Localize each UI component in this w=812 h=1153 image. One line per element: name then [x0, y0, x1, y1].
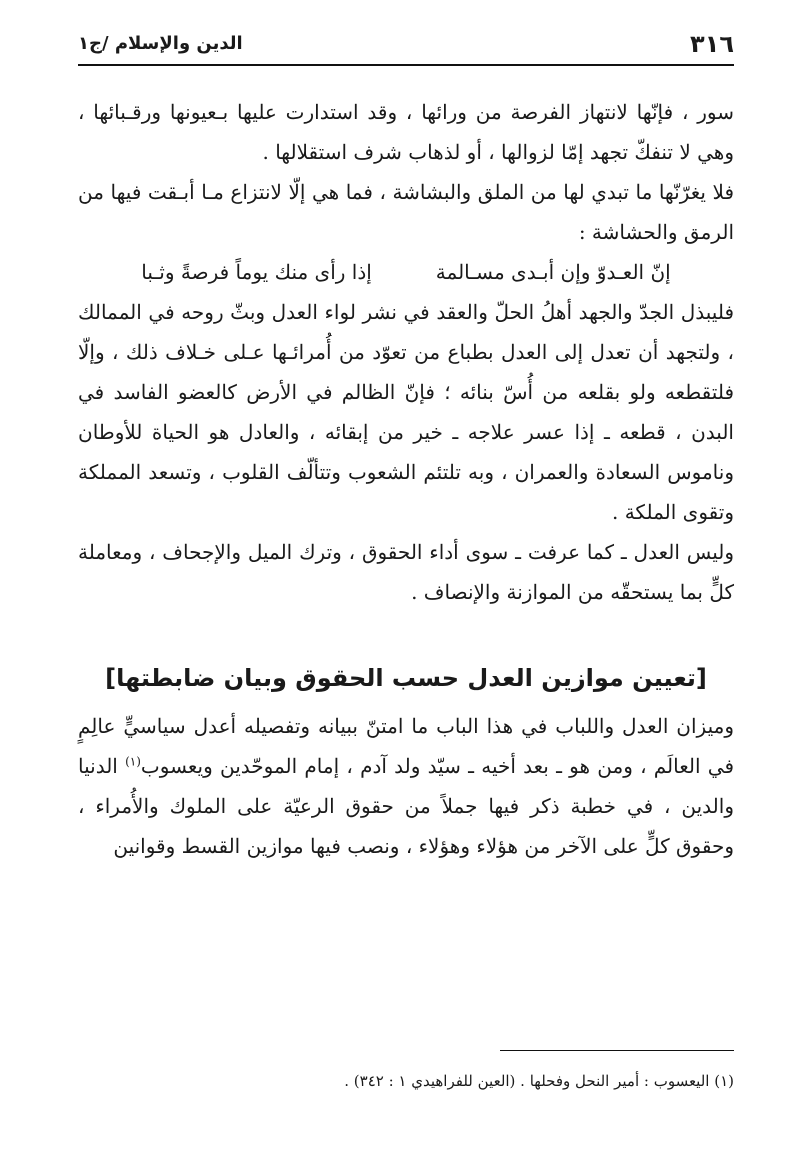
- header-rule: [78, 64, 734, 66]
- page-number: ٣١٦: [690, 30, 734, 58]
- section-heading: [105, 656, 707, 700]
- section-heading-block: [78, 656, 734, 700]
- paragraph-5-part-2: الدنيا والدين ، في خطبة ذكر فيها جملاً من حقوق الرعيّة على الملوك والأُمراء ، وحقوق كلٍّ على الآخر من هؤلاء وهؤلاء ، ونصب فيها موازين القسط وقوانين: [78, 754, 734, 858]
- heading-bracket-open: [: [695, 664, 707, 692]
- heading-bracket-close: ]: [105, 664, 117, 692]
- footnote: (١) اليعسوب : أمير النحل وفحلها . (العين للفراهيدي ١ : ٣٤٢) .: [344, 1072, 734, 1090]
- poem-verse: [78, 252, 734, 292]
- paragraph-5-part-1: وميزان العدل واللباب في هذا الباب ما امتنّ ببيانه وتفصيله أعدل سياسيٍّ عالِمٍ في العالَم ، ومن هو ـ بعد أخيه ـ سيّد ولد آدم ، إمام الموحّدين ويعسوب: [78, 714, 735, 778]
- footnote-reference[interactable]: (١): [125, 754, 141, 769]
- main-text: [78, 92, 734, 866]
- paragraph-4: وليس العدل ـ كما عرفت ـ سوى أداء الحقوق ، وترك الميل والإجحاف ، ومعاملة كلٍّ بما يستحقّه من الموازنة والإنصاف .: [78, 540, 734, 604]
- running-title: الدين والإسلام /ج١: [78, 33, 243, 54]
- paragraph-5: [78, 706, 734, 866]
- footnote-separator: [500, 1050, 734, 1051]
- paragraph-3: فليبذل الجدّ والجهد أهلُ الحلّ والعقد في نشر لواء العدل وبثّ روحه في الممالك ، ولتجهد أن تعدل إلى العدل بطباع من تعوّد من أُمرائـها عـلى خـلاف ذلك ، وإلّا فلتقطعه ولو بقلعه من أُسّ بنائه ؛ فإنّ الظالم في الأرض كالعضو الفاسد في البدن ، قطعه ـ إذا عسر علاجه ـ خير من إبقائه ، والعادل هو الحياة للأوطان وناموس السعادة والعمران ، وبه تلتئم الشعوب وتتألّف القلوب ، وتسعد المملكة وتقوى الملكة .: [78, 300, 734, 524]
- paragraph-1: سور ، فإنّها لانتهاز الفرصة من ورائها ، وقد استدارت عليها بـعيونها ورقـبائها ، وهي لا تنفكّ تجهد إمّا لزوالها ، أو لذهاب شرف استقلالها .: [78, 100, 734, 164]
- section-heading-text: تعيين موازين العدل حسب الحقوق وبيان ضابطتها: [116, 664, 696, 692]
- poem-second-hemistich: إذا رأى منك يوماً فرصةً وثـبا: [141, 260, 372, 284]
- poem-first-hemistich: إنّ العـدوّ وإن أبـدى مسـالمة: [435, 260, 671, 284]
- page-header: [78, 28, 734, 62]
- paragraph-2: فلا يغرّنّها ما تبدي لها من الملق والبشاشة ، فما هي إلّا لانتزاع مـا أبـقت فيها من الرمق والحشاشة :: [78, 180, 734, 244]
